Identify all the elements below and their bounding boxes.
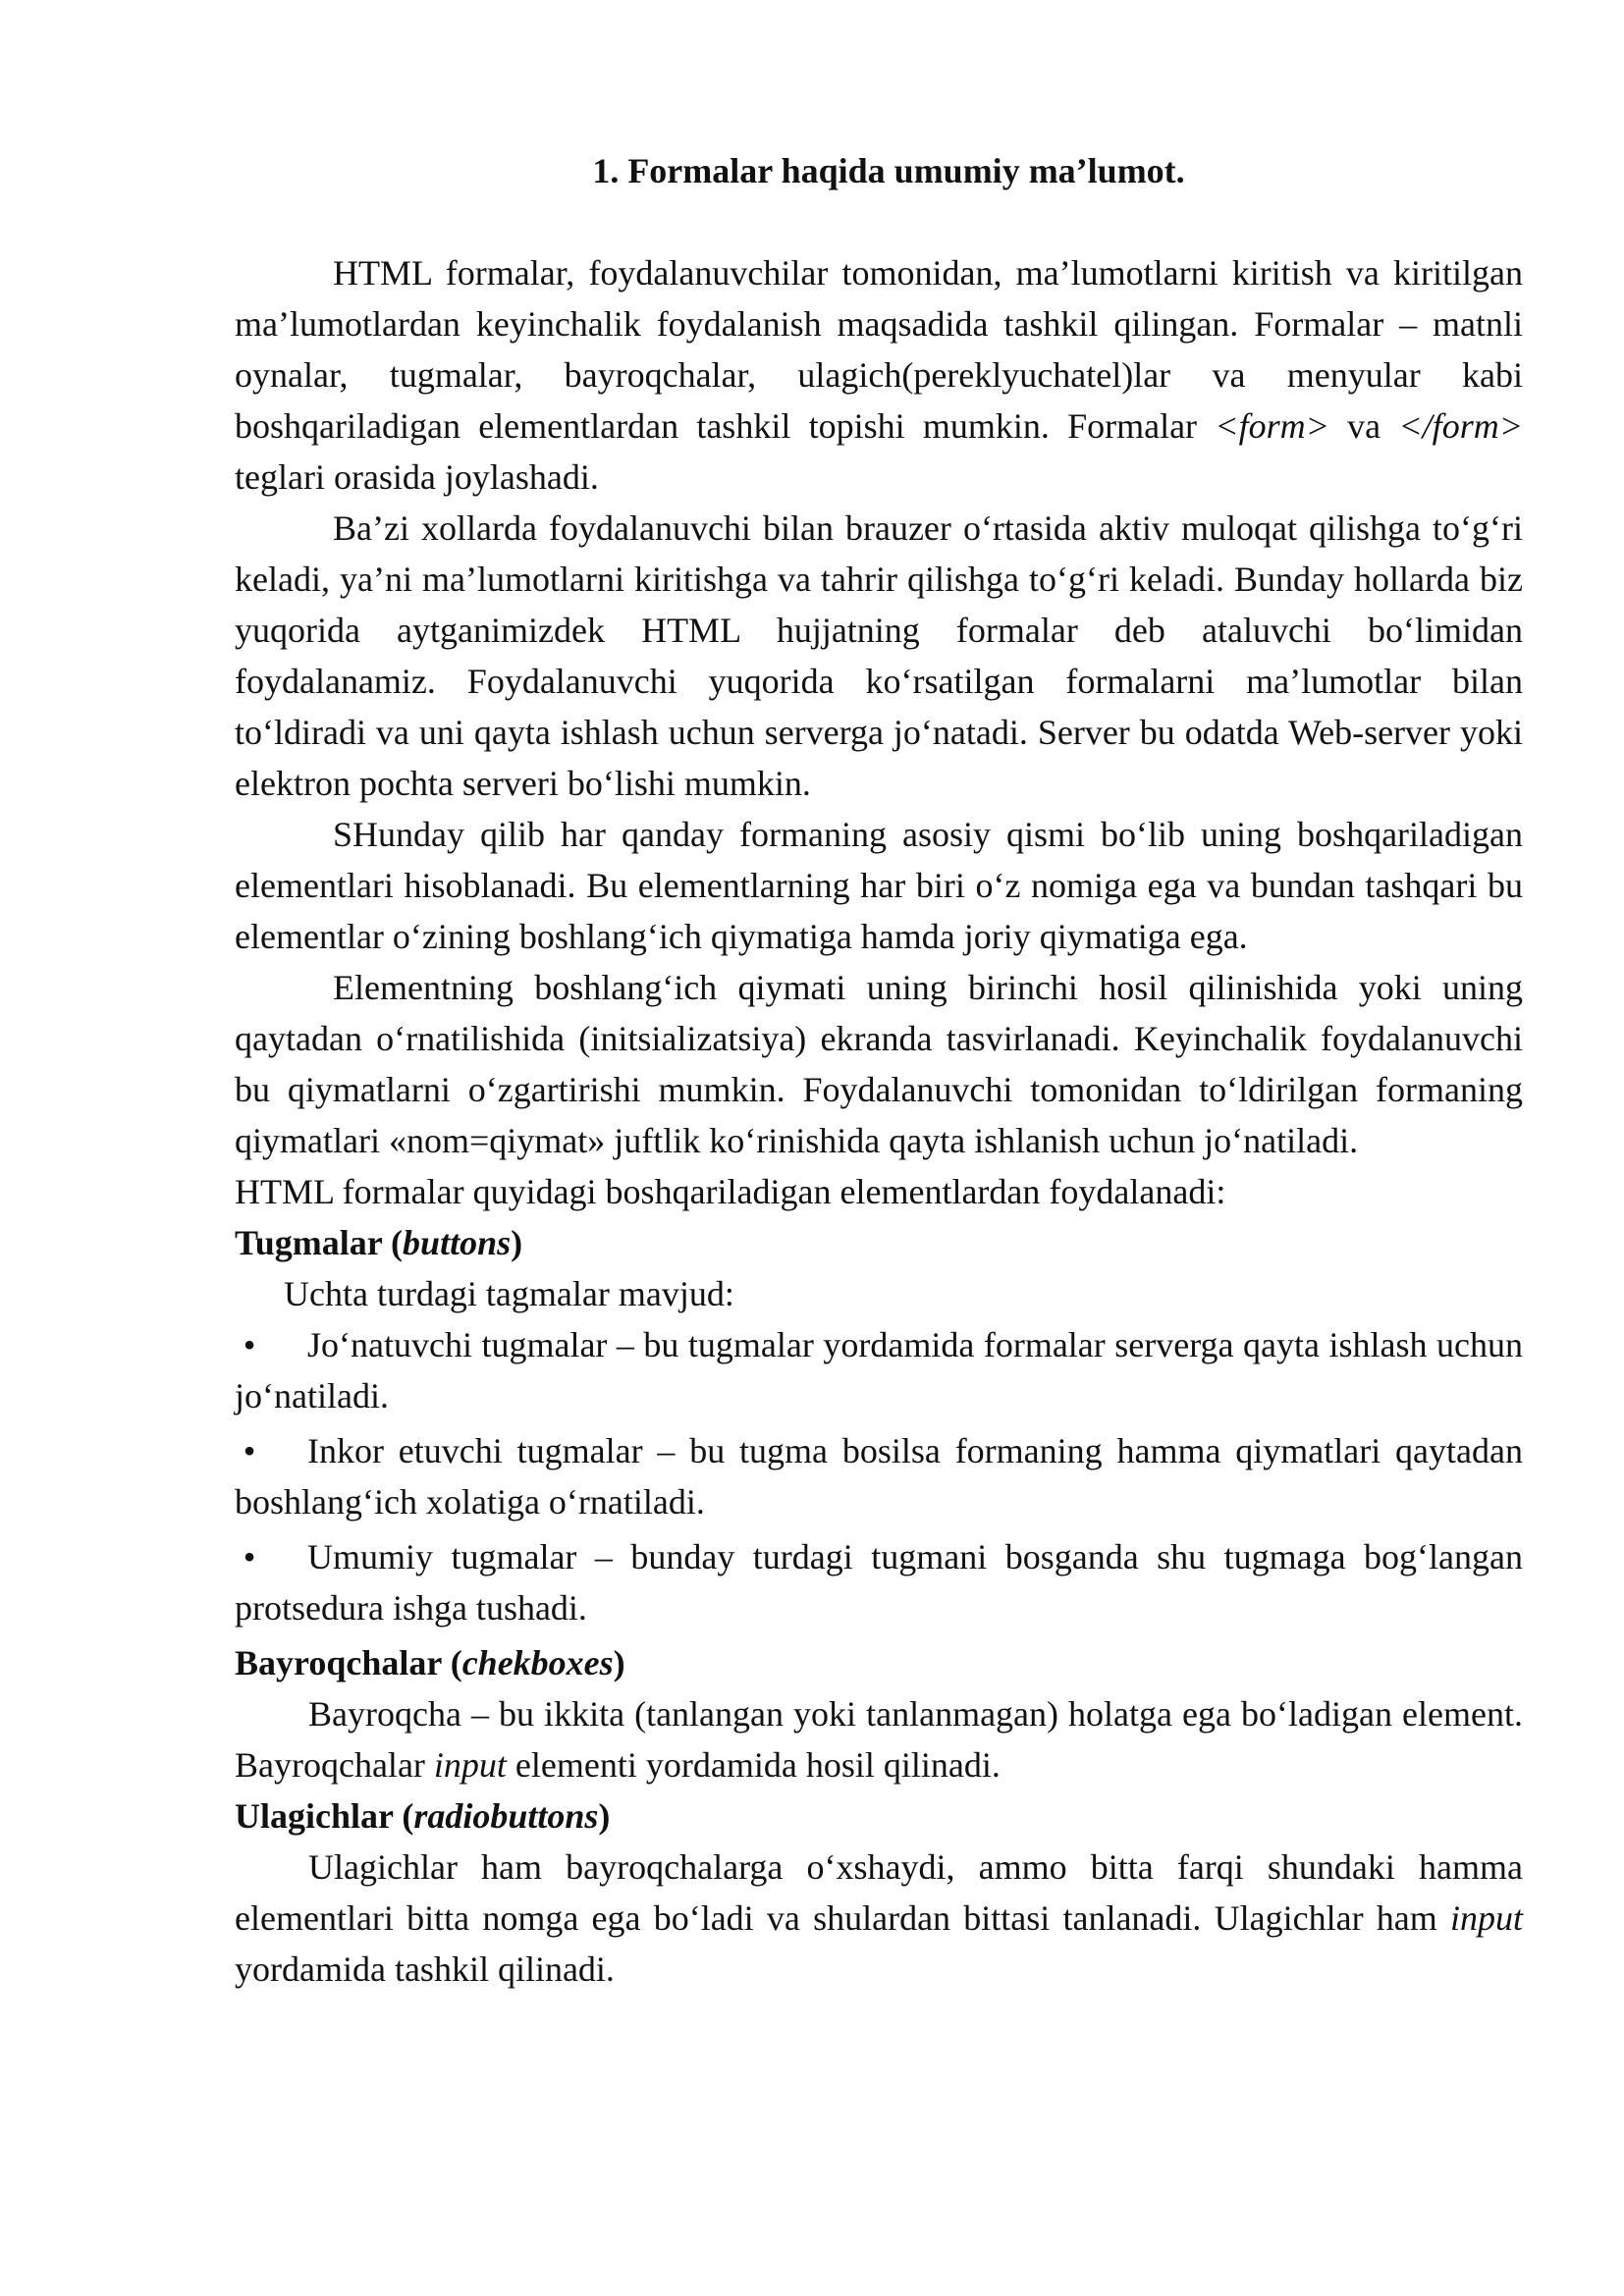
- section-heading-buttons: [235, 1217, 1523, 1268]
- heading-checkboxes-pre: Bayroqchalar (: [235, 1643, 462, 1682]
- paragraph-intro-tail: teglari orasida joylashadi.: [235, 457, 599, 497]
- paragraph-checkboxes: [235, 1688, 1523, 1790]
- paragraph-elements-list-intro: HTML formalar quyidagi boshqariladigan elementlardan foydalanadi:: [235, 1172, 1226, 1211]
- heading-radio-post: ): [598, 1796, 611, 1836]
- heading-radio-pre: Ulagichlar (: [235, 1796, 414, 1836]
- paragraph-intro-text: HTML formalar, foydalanuvchilar tomonidan, ma’lumotlarni kiritish va kiritilgan ma’lumotlardan keyinchalik foydalanish maqsadida tashkil qilingan. Formalar – matnli oynalar, tugmalar, bayroqchalar, ulagich(pereklyuchatel)lar va menyular kabi boshqariladigan elementlardan tashkil topishi mumkin. Formalar: [235, 253, 1523, 446]
- section-heading-radiobuttons: [235, 1790, 1523, 1842]
- document-page: [235, 145, 1523, 1995]
- bullet-item-text: Jo‘natuvchi tugmalar – bu tugmalar yordamida formalar serverga qayta ishlash uchun jo‘natiladi.: [235, 1325, 1523, 1415]
- paragraph-intro-mid: va: [1328, 406, 1399, 446]
- heading-checkboxes-post: ): [613, 1643, 625, 1682]
- heading-buttons-em: buttons: [403, 1223, 512, 1262]
- section-heading-checkboxes: [235, 1637, 1523, 1688]
- bullet-icon: •: [243, 1325, 256, 1364]
- heading-radio-em: radiobuttons: [413, 1796, 599, 1836]
- document-title: 1. Formalar haqida umumiy ma’lumot.: [592, 151, 1185, 190]
- bullet-item-text: Inkor etuvchi tugmalar – bu tugma bosilsa formaning hamma qiymatlari qaytadan boshlang‘ich xolatiga o‘rnatiladi.: [235, 1431, 1523, 1522]
- radio-input-term: input: [1449, 1898, 1523, 1938]
- radio-text-pre: Ulagichlar ham bayroqchalarga o‘xshaydi, ammo bitta farqi shundaki hamma elementlari bitta nomga ega bo‘ladi va shulardan bittasi tanlanadi. Ulagichlar ham: [235, 1847, 1523, 1938]
- bullet-item-submit: [235, 1319, 1523, 1421]
- paragraph-initial-value: Elementning boshlang‘ich qiymati uning birinchi hosil qilinishida yoki uning qaytadan o‘rnatilishida (initsializatsiya) ekranda tasvirlanadi. Keyinchalik foydalanuvchi bu qiymatlarni o‘zgartirishi mumkin. Foydalanuvchi tomonidan to‘ldirilgan formaning qiymatlari «nom=qiymat» juftlik ko‘rinishida qayta ishlanish uchun jo‘natiladi.: [235, 968, 1523, 1160]
- checkboxes-text-post: elementi yordamida hosil qilinadi.: [506, 1745, 1001, 1785]
- heading-buttons-pre: Tugmalar (: [235, 1223, 404, 1262]
- buttons-bullet-list: [235, 1319, 1523, 1633]
- heading-buttons-post: ): [511, 1223, 523, 1262]
- paragraph-radiobuttons: [235, 1842, 1523, 1995]
- paragraph-interaction: Ba’zi xollarda foydalanuvchi bilan brauzer o‘rtasida aktiv muloqat qilishga to‘g‘ri keladi, ya’ni ma’lumotlarni kiritishga va tahrir qilishga to‘g‘ri keladi. Bunday hollarda biz yuqorida aytganimizdek HTML hujjatning formalar deb ataluvchi bo‘limidan foydalanamiz. Foydalanuvchi yuqorida ko‘rsatilgan formalarni ma’lumotlar bilan to‘ldiradi va uni qayta ishlash uchun serverga jo‘natadi. Server bu odatda Web-server yoki elektron pochta serveri bo‘lishi mumkin.: [235, 508, 1523, 803]
- bullet-item-reset: [235, 1425, 1523, 1527]
- bullet-icon: •: [243, 1537, 256, 1576]
- heading-checkboxes-em: chekboxes: [461, 1643, 614, 1682]
- form-open-tag: <form>: [1215, 406, 1329, 446]
- bullet-item-text: Umumiy tugmalar – bunday turdagi tugmani bosganda shu tugmaga bog‘langan protsedura ishga tushadi.: [235, 1537, 1523, 1628]
- form-close-tag: </form>: [1398, 406, 1523, 446]
- buttons-intro: Uchta turdagi tagmalar mavjud:: [284, 1274, 734, 1313]
- radio-text-post: yordamida tashkil qilinadi.: [235, 1949, 615, 1989]
- paragraph-controls: SHunday qilib har qanday formaning asosiy qismi bo‘lib uning boshqariladigan elementlari hisoblanadi. Bu elementlarning har biri o‘z nomiga ega va bundan tashqari bu elementlar o‘zining boshlang‘ich qiymatiga hamda joriy qiymatiga ega.: [235, 815, 1523, 956]
- checkboxes-input-term: input: [433, 1745, 507, 1785]
- paragraph-intro: [235, 247, 1523, 503]
- checkboxes-text-pre: Bayroqcha – bu ikkita (tanlangan yoki tanlanmagan) holatga ega bo‘ladigan element. Bayroqchalar: [235, 1694, 1523, 1785]
- bullet-icon: •: [243, 1431, 256, 1470]
- bullet-item-general: [235, 1531, 1523, 1633]
